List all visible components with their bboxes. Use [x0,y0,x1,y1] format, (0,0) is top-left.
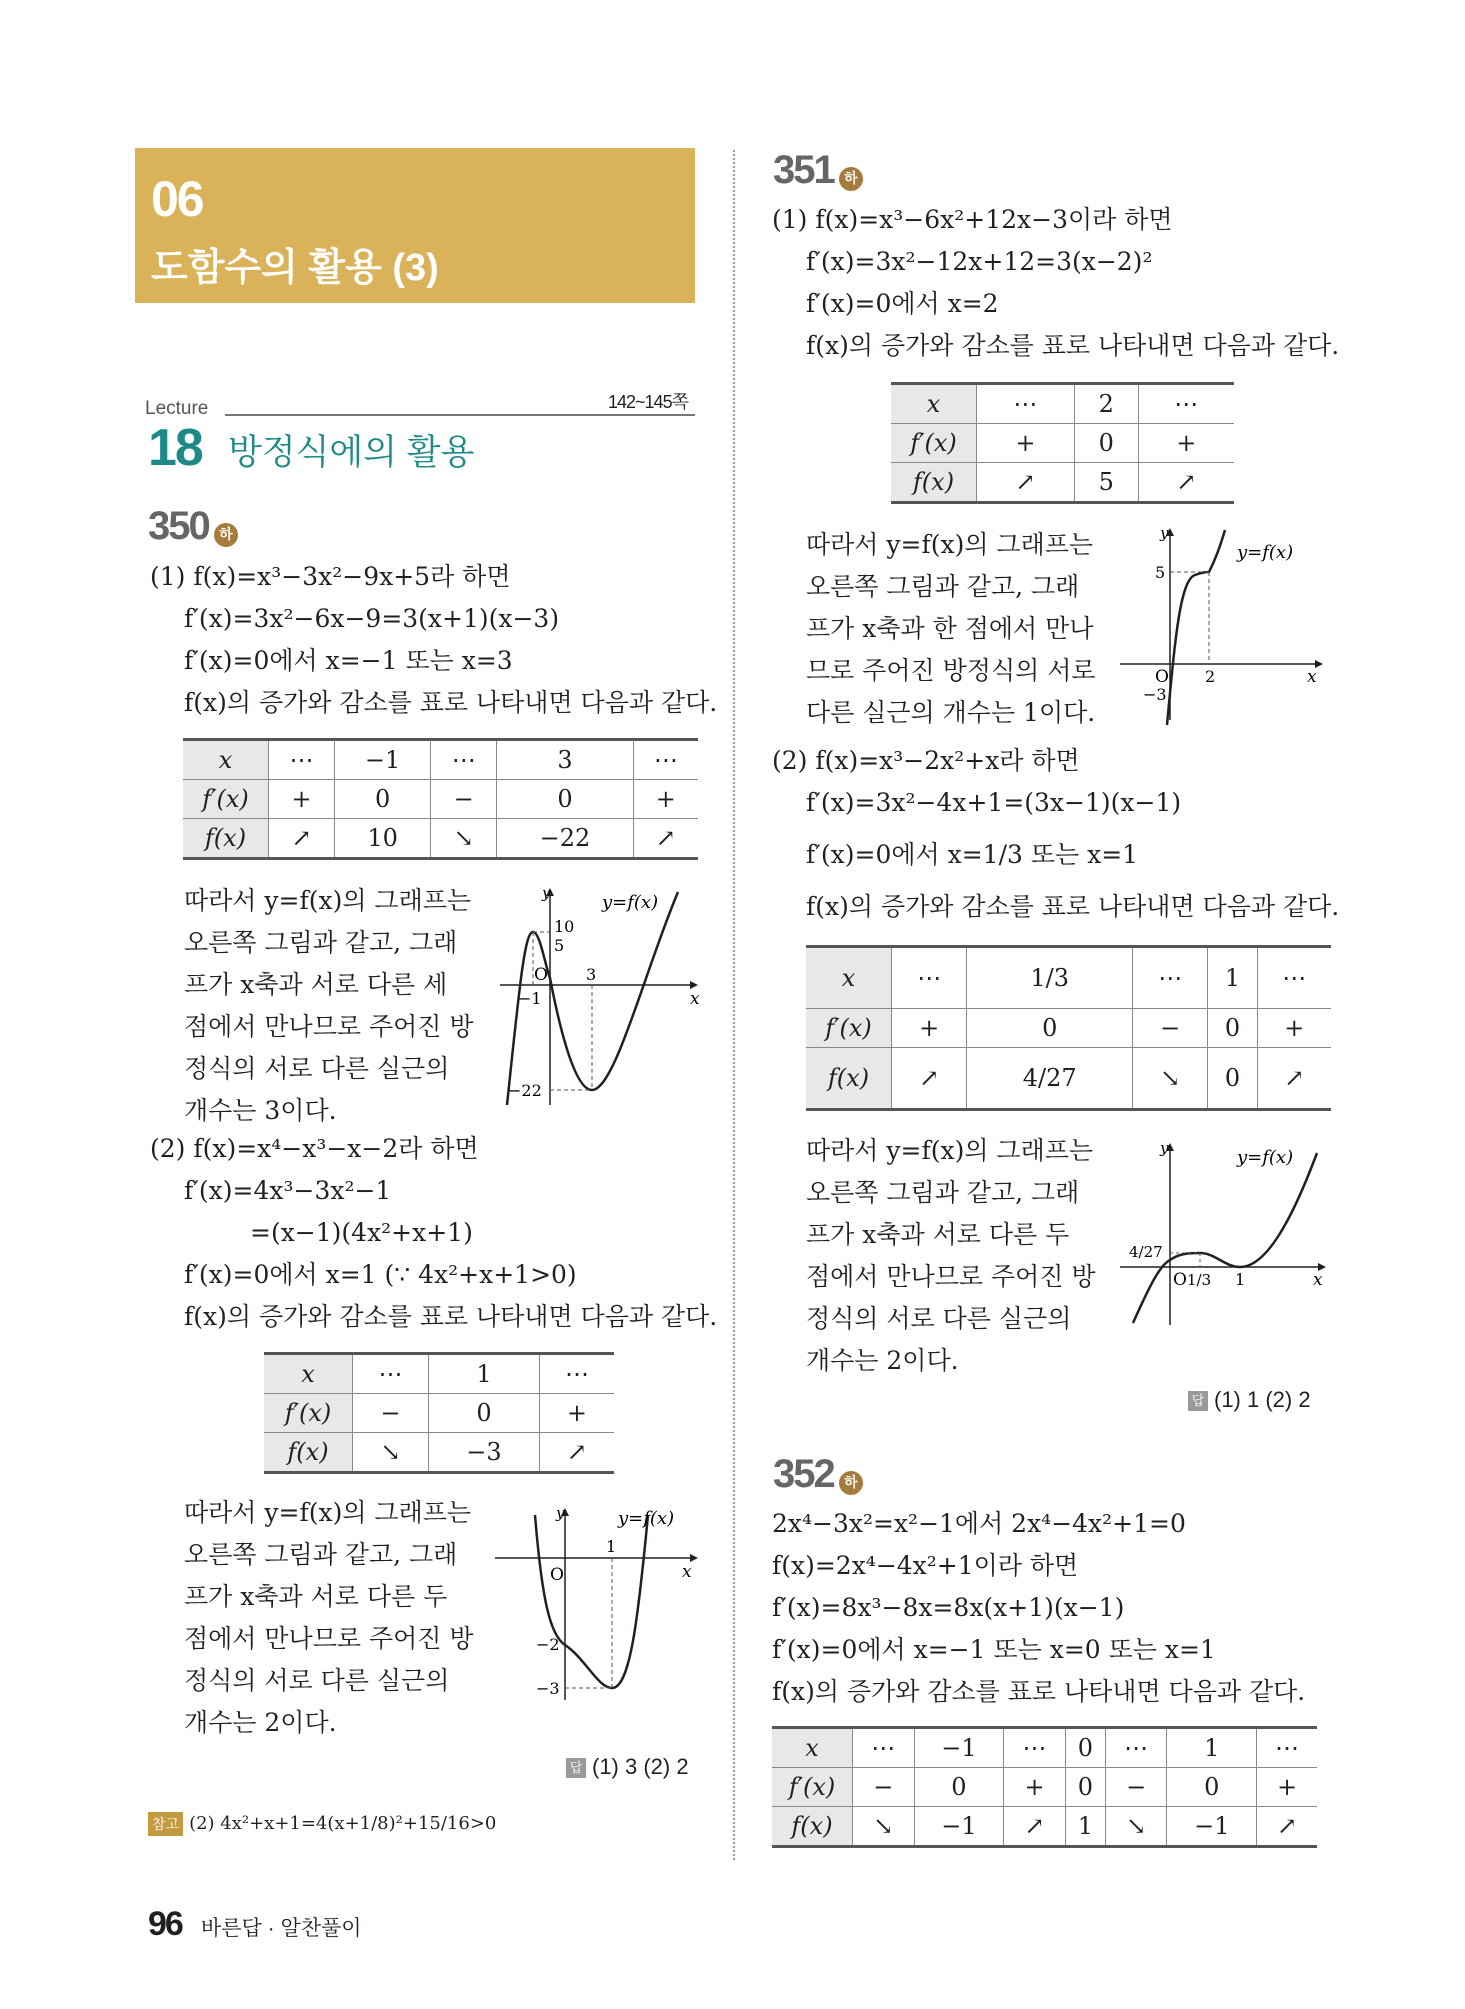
table-cell: + [1277,1773,1298,1801]
table-cell: x [183,740,269,780]
origin-label: O [550,1565,564,1585]
p350-table-2 [264,1352,614,1474]
axis-x-label: x [682,1562,692,1582]
p350-answer [566,1754,689,1780]
table-cell: + [977,424,1075,463]
answer-text: (1) 3 (2) 2 [592,1754,689,1779]
p351-line-8: f(x)의 증가와 감소를 표로 나타내면 다음과 같다. [806,892,1340,921]
table-cell: 10 [335,819,431,859]
table-cell: + [1004,1768,1066,1807]
p351-conclusion-2: 따라서 y=f(x)의 그래프는 오른쪽 그림과 같고, 그래프가 x축과 서로 다른 두 점에서 만나므로 주어진 방정식의 서로 다른 실근의 개수는 2이다. [806,1136,1096,1375]
p352-line-3: f′(x)=8x³−8x=8x(x+1)(x−1) [772,1593,1125,1622]
tick-label: −2 [536,1635,560,1654]
chapter-header [135,148,695,303]
p352-table-1 [772,1726,1317,1848]
table-cell: + [566,1399,587,1427]
p351-line-1: (1) f(x)=x³−6x²+12x−3이라 하면 [772,205,1173,234]
table-cell: x [772,1728,853,1768]
problem-number: 350 [148,504,209,548]
table-cell: ↗ [1004,1807,1066,1847]
answer-text: (1) 1 (2) 2 [1214,1387,1311,1412]
p350-line-9: f(x)의 증가와 감소를 표로 나타내면 다음과 같다. [184,1302,718,1331]
table-cell: + [1176,429,1197,457]
p351-line-6: f′(x)=3x²−4x+1=(3x−1)(x−1) [806,788,1182,817]
table-cell: −1 [914,1807,1004,1847]
table-cell: ⋯ [269,740,335,780]
table-cell: 0 [497,780,633,819]
table-cell: ↗ [1277,1812,1298,1840]
table-cell: 0 [967,1009,1133,1048]
table-cell: 0 [1065,1728,1105,1768]
lecture-label: Lecture [145,398,209,419]
table-cell: 0 [1074,424,1138,463]
level-badge: 하 [839,167,863,191]
tick-label: 1/3 [1187,1271,1212,1289]
p350-conclusion-1: 따라서 y=f(x)의 그래프는 오른쪽 그림과 같고, 그래프가 x축과 서로 다른 세 점에서 만나므로 주어진 방정식의 서로 다른 실근의 개수는 3이다. [184,886,474,1125]
table-cell: −1 [335,740,431,780]
p351-line-4: f(x)의 증가와 감소를 표로 나타내면 다음과 같다. [806,331,1340,360]
column-divider [733,150,735,1860]
p350-line-4: f(x)의 증가와 감소를 표로 나타내면 다음과 같다. [184,688,718,717]
table-cell: ↗ [977,463,1075,503]
tick-label: 2 [1205,667,1216,686]
table-cell: 2 [1074,384,1138,424]
problem-number: 351 [773,148,834,192]
tick-label: −22 [508,1081,542,1100]
page-footer [148,1905,362,1944]
tick-label: 1 [1235,1270,1246,1289]
table-cell: 0 [914,1768,1004,1807]
chapter-number: 06 [151,171,203,227]
table-cell: f′(x) [772,1768,853,1807]
table-cell: 4/27 [967,1048,1133,1110]
table-cell: ↗ [1176,468,1197,496]
table-cell: 0 [335,780,431,819]
table-cell: + [269,780,335,819]
table-cell: ⋯ [1133,947,1208,1009]
table-cell: f′(x) [183,780,269,819]
p351-graph-1 [1115,520,1330,730]
origin-label: O [1173,1270,1187,1290]
p350-line-8: f′(x)=0에서 x=1 (∵ 4x²+x+1>0) [184,1260,577,1289]
table-cell: f′(x) [264,1394,353,1433]
axis-x-label: x [1307,667,1317,687]
table-cell: ↘ [1105,1807,1167,1847]
tick-label: −1 [518,989,542,1008]
table-cell: ⋯ [564,1360,589,1388]
table-cell: f(x) [183,819,269,859]
function-label: y=f(x) [618,1508,675,1529]
axis-x-label: x [690,989,700,1009]
table-cell: − [853,1768,915,1807]
table-cell: −1 [1167,1807,1257,1847]
p351-line-3: f′(x)=0에서 x=2 [806,289,999,318]
table-cell: 3 [497,740,633,780]
p350-line-6: f′(x)=4x³−3x²−1 [184,1176,392,1205]
axis-x-label: x [1313,1270,1323,1290]
p351-graph-2 [1115,1135,1335,1335]
table-cell: ↗ [269,819,335,859]
table-cell: ⋯ [853,1728,915,1768]
table-cell: ↘ [853,1807,915,1847]
p350-note [148,1812,496,1836]
level-badge: 하 [214,523,238,547]
table-cell: 1 [429,1354,540,1394]
answer-icon: 답 [1188,1391,1208,1411]
p350-table-1 [183,738,698,860]
chapter-title: 도함수의 활용 (3) [151,247,439,289]
note-text: (2) 4x²+x+1=4(x+1/8)²+15/16>0 [189,1813,497,1834]
tick-label: 10 [554,917,575,936]
p351-answer [1188,1387,1311,1413]
table-cell: ↘ [431,819,497,859]
table-cell: ⋯ [431,740,497,780]
table-cell: ↗ [655,824,676,852]
p351-line-5: (2) f(x)=x³−2x²+x라 하면 [772,746,1080,775]
table-cell: ⋯ [1174,390,1199,418]
table-cell: + [655,785,676,813]
table-cell: 0 [1065,1768,1105,1807]
table-cell: ↘ [353,1433,429,1473]
lecture-number: 18 [148,419,202,477]
axis-y-label: y [556,1504,565,1522]
p350-line-7: =(x−1)(4x²+x+1) [250,1218,473,1247]
level-badge: 하 [839,1471,863,1495]
table-cell: 1 [1065,1807,1105,1847]
table-cell: f(x) [772,1807,853,1847]
lecture-title: 방정식에의 활용 [228,433,475,472]
table-cell: x [806,947,892,1009]
p350-conclusion-2: 따라서 y=f(x)의 그래프는 오른쪽 그림과 같고, 그래프가 x축과 서로 다른 두 점에서 만나므로 주어진 방정식의 서로 다른 실근의 개수는 2이다. [184,1498,474,1737]
table-cell: 5 [1074,463,1138,503]
table-cell: ⋯ [977,384,1075,424]
table-cell: + [1284,1014,1305,1042]
table-cell: ⋯ [1004,1728,1066,1768]
function-label: y=f(x) [1237,542,1294,563]
tick-label: −3 [1143,685,1167,704]
table-cell: −3 [429,1433,540,1473]
p350-graph-1 [490,880,710,1120]
tick-label: 4/27 [1129,1243,1163,1261]
tick-label: −3 [536,1679,560,1698]
tick-label: 1 [606,1537,617,1556]
p352-line-5: f(x)의 증가와 감소를 표로 나타내면 다음과 같다. [772,1677,1306,1706]
table-cell: −1 [914,1728,1004,1768]
origin-label: O [534,965,548,985]
table-cell: ↘ [1133,1048,1208,1110]
axis-y-label: y [1160,524,1169,542]
function-label: y=f(x) [1237,1147,1294,1168]
problem-350-heading [148,504,238,549]
p351-line-2: f′(x)=3x²−12x+12=3(x−2)² [806,247,1153,276]
table-cell: ⋯ [1275,1734,1300,1762]
table-cell: ↗ [1284,1064,1305,1092]
tick-label: 3 [586,965,597,984]
table-cell: −22 [497,819,633,859]
table-cell: x [891,384,977,424]
p352-line-4: f′(x)=0에서 x=−1 또는 x=0 또는 x=1 [772,1635,1216,1664]
p352-line-1: 2x⁴−3x²=x²−1에서 2x⁴−4x²+1=0 [772,1509,1186,1538]
table-cell: − [1133,1009,1208,1048]
lecture-rule [225,414,695,416]
table-cell: 0 [429,1394,540,1433]
p352-line-2: f(x)=2x⁴−4x²+1이라 하면 [772,1551,1079,1580]
function-label: y=f(x) [602,892,659,913]
table-cell: x [264,1354,353,1394]
note-label: 참고 [148,1812,183,1836]
table-cell: f(x) [891,463,977,503]
table-cell: 0 [1208,1048,1257,1110]
table-cell: − [431,780,497,819]
table-cell: f(x) [806,1048,892,1110]
table-cell: ↗ [892,1048,967,1110]
table-cell: 0 [1208,1009,1257,1048]
table-cell: − [353,1394,429,1433]
p351-table-1 [891,382,1234,504]
table-cell: 1/3 [967,947,1133,1009]
origin-label: O [1155,667,1169,687]
p350-line-3: f′(x)=0에서 x=−1 또는 x=3 [184,646,513,675]
problem-352-heading [773,1452,863,1497]
table-cell: ↗ [566,1438,587,1466]
p351-line-7: f′(x)=0에서 x=1/3 또는 x=1 [806,840,1139,869]
table-cell: − [1105,1768,1167,1807]
axis-y-label: y [542,884,551,902]
book-title: 바른답 · 알찬풀이 [200,1917,362,1940]
table-cell: ⋯ [1105,1728,1167,1768]
axis-y-label: y [1160,1139,1169,1157]
table-cell: f′(x) [806,1009,892,1048]
table-cell: f′(x) [891,424,977,463]
table-cell: f(x) [264,1433,353,1473]
answer-icon: 답 [566,1758,586,1778]
problem-351-heading [773,148,863,193]
p350-line-1: (1) f(x)=x³−3x²−9x+5라 하면 [150,562,511,591]
p350-line-2: f′(x)=3x²−6x−9=3(x+1)(x−3) [184,604,560,633]
p351-table-2 [806,945,1331,1111]
p351-conclusion-1: 따라서 y=f(x)의 그래프는 오른쪽 그림과 같고, 그래프가 x축과 한 점에서 만나므로 주어진 방정식의 서로 다른 실근의 개수는 1이다. [806,530,1096,727]
tick-label: 5 [554,936,565,955]
table-cell: ⋯ [653,746,678,774]
page-number: 96 [148,1905,182,1943]
p350-line-5: (2) f(x)=x⁴−x³−x−2라 하면 [150,1134,479,1163]
p350-graph-2 [490,1500,710,1710]
tick-label: 5 [1155,563,1166,582]
table-cell: ⋯ [1282,964,1307,992]
lecture-pages: 142~145쪽 [608,392,688,412]
table-cell: 0 [1167,1768,1257,1807]
table-cell: 1 [1208,947,1257,1009]
table-cell: + [892,1009,967,1048]
table-cell: ⋯ [353,1354,429,1394]
table-cell: ⋯ [892,947,967,1009]
problem-number: 352 [773,1452,834,1496]
table-cell: 1 [1167,1728,1257,1768]
